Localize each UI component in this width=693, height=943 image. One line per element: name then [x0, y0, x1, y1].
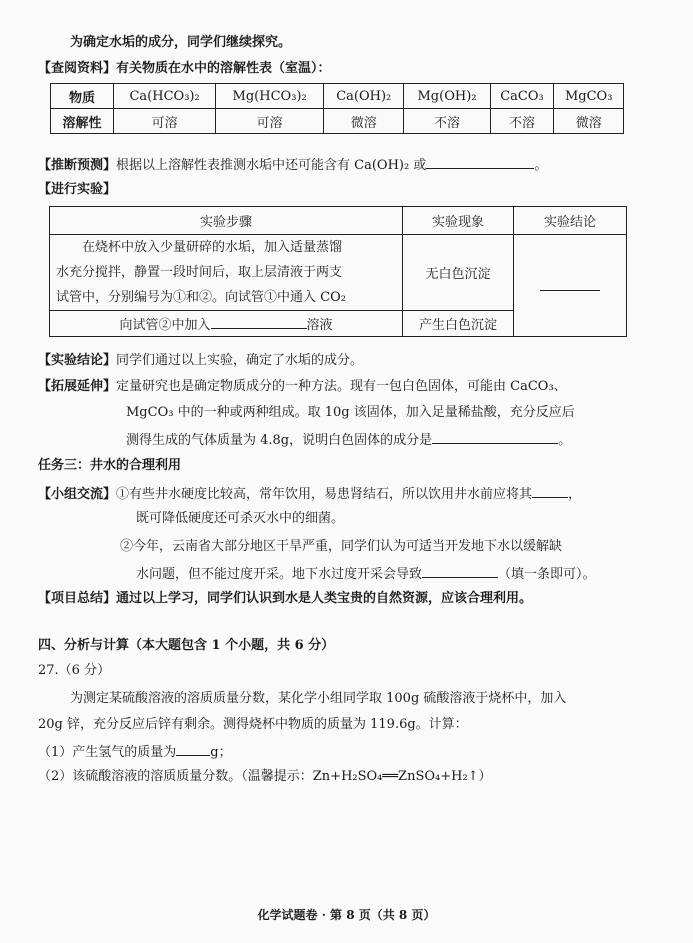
q27-part2: （2）该硫酸溶液的溶质质量分数。（温馨提示：Zn+H₂SO₄══ZnSO₄+H₂↑） [38, 769, 492, 784]
sol-header-cell: MgCO₃ [554, 84, 624, 109]
group-line-1 [38, 484, 581, 504]
q27-part1-post: g； [210, 745, 232, 760]
q27-title: 27.（6 分） [38, 663, 111, 678]
q27-part1 [38, 742, 232, 762]
group-item2-line1: ②今年，云南省大部分地区干旱严重，同学们认为可适当开发地下水以缓解缺 [120, 539, 563, 554]
solubility-header-row [51, 84, 624, 109]
experiment-label: 【进行实验】 [38, 182, 117, 197]
extension-text-3: 测得生成的气体质量为 4.8g，说明白色固体的成分是 [126, 433, 433, 448]
extension-line-3 [126, 430, 571, 450]
solubility-table [50, 83, 624, 134]
predict-tag: 【推断预测】 [38, 158, 117, 173]
solubility-data-row [51, 109, 624, 134]
sol-cell: 微溶 [554, 109, 624, 134]
intro-text: 为确定水垢的成分，同学们继续探究。 [70, 35, 292, 50]
exp-step-1 [50, 235, 403, 311]
q27-part1-blank[interactable] [176, 742, 210, 756]
predict-text: 根据以上溶解性表推测水垢中还可能含有 Ca(OH)₂ 或 [116, 158, 427, 173]
predict-blank[interactable] [426, 155, 534, 169]
exp-step-2 [50, 311, 403, 337]
conclusion-text: 同学们通过以上实验，确定了水垢的成分。 [116, 353, 364, 368]
extension-end: 。 [558, 433, 572, 448]
experiment-header-row [50, 207, 627, 235]
extension-tag: 【拓展延伸】 [38, 379, 117, 394]
q27-part1-pre: （1）产生氢气的质量为 [38, 745, 177, 760]
section4-heading: 四、分析与计算（本大题包含 1 个小题，共 6 分） [38, 638, 335, 653]
sol-cell: 微溶 [324, 109, 404, 134]
exp-step-2-pre: 向试管②中加入 [119, 318, 211, 333]
summary-text: 通过以上学习，同学们认识到水是人类宝贵的自然资源，应该合理利用。 [116, 591, 533, 606]
summary-tag: 【项目总结】 [38, 591, 117, 606]
conclusion-tag: 【实验结论】 [38, 353, 117, 368]
sol-cell: 可溶 [216, 109, 324, 134]
lookup-tag: 【查阅资料】 [38, 61, 117, 76]
sol-cell: 溶解性 [51, 109, 114, 134]
group-tag: 【小组交流】 [38, 487, 117, 502]
extension-blank[interactable] [432, 430, 558, 444]
experiment-table [49, 206, 627, 337]
summary-line [38, 590, 532, 608]
exp-header-phenomenon: 实验现象 [403, 207, 514, 235]
exp-conclusion-blank[interactable] [540, 277, 600, 291]
sol-header-cell: Mg(OH)₂ [404, 84, 490, 109]
sol-cell: 不溶 [490, 109, 554, 134]
exp-step-1-line: 在烧杯中放入少量研碎的水垢，加入适量蒸馏 [82, 240, 343, 255]
group-item1-line2: 既可降低硬度还可杀灭水中的细菌。 [136, 511, 345, 526]
sol-cell: 可溶 [114, 109, 216, 134]
group-item2-line2 [136, 564, 596, 584]
exp-step-1-line: 水充分搅拌，静置一段时间后，取上层清液于两支 [56, 265, 343, 280]
sol-header-cell: Ca(OH)₂ [324, 84, 404, 109]
predict-line [38, 155, 547, 175]
exp-header-conclusion: 实验结论 [514, 207, 627, 235]
lookup-line [38, 60, 331, 78]
group-item2-text: 水问题，但不能过度开采。地下水过度开采会导致 [136, 567, 423, 582]
exp-step-1-line: 试管中，分别编号为①和②。向试管①中通入 CO₂ [56, 290, 346, 305]
exp-conclusion-cell [514, 235, 627, 337]
group-item1-blank[interactable] [532, 484, 568, 498]
q27-line-1: 为测定某硫酸溶液的溶质质量分数，某化学小组同学取 100g 硫酸溶液于烧杯中，加入 [70, 691, 567, 706]
lookup-text: 有关物质在水中的溶解性表（室温）： [116, 61, 331, 76]
exp-header-step: 实验步骤 [50, 207, 403, 235]
sol-header-cell: Ca(HCO₃)₂ [114, 84, 216, 109]
sol-header-cell: CaCO₃ [490, 84, 554, 109]
task3-heading: 任务三：井水的合理利用 [38, 458, 182, 473]
group-item2-end: （填一条即可）。 [498, 567, 596, 582]
experiment-row-1 [50, 235, 627, 311]
exp-phenomenon-1: 无白色沉淀 [403, 235, 514, 311]
q27-line-2: 20g 锌，充分反应后锌有剩余。测得烧杯中物质的质量为 119.6g。计算： [38, 717, 468, 732]
sol-header-cell: Mg(HCO₃)₂ [216, 84, 324, 109]
group-item1-text: ①有些井水硬度比较高，常年饮用，易患肾结石，所以饮用井水前应将其 [116, 487, 533, 502]
extension-text-1: 定量研究也是确定物质成分的一种方法。现有一包白色固体，可能由 CaCO₃、 [116, 379, 567, 394]
conclusion-line [38, 352, 363, 370]
extension-line-2: MgCO₃ 中的一种或两种组成。取 10g 该固体，加入足量稀盐酸，充分反应后 [126, 405, 575, 420]
exp-phenomenon-2: 产生白色沉淀 [403, 311, 514, 337]
sol-cell: 不溶 [404, 109, 490, 134]
group-item1-end: ， [568, 487, 582, 502]
predict-end: 。 [534, 158, 548, 173]
exp-step-2-blank[interactable] [211, 315, 307, 329]
page-footer: 化学试题卷 · 第 8 页（共 8 页） [257, 908, 436, 922]
exp-step-2-post: 溶液 [306, 318, 333, 333]
extension-line-1 [38, 378, 567, 396]
sol-header-cell: 物质 [51, 84, 114, 109]
group-item2-blank[interactable] [422, 564, 498, 578]
